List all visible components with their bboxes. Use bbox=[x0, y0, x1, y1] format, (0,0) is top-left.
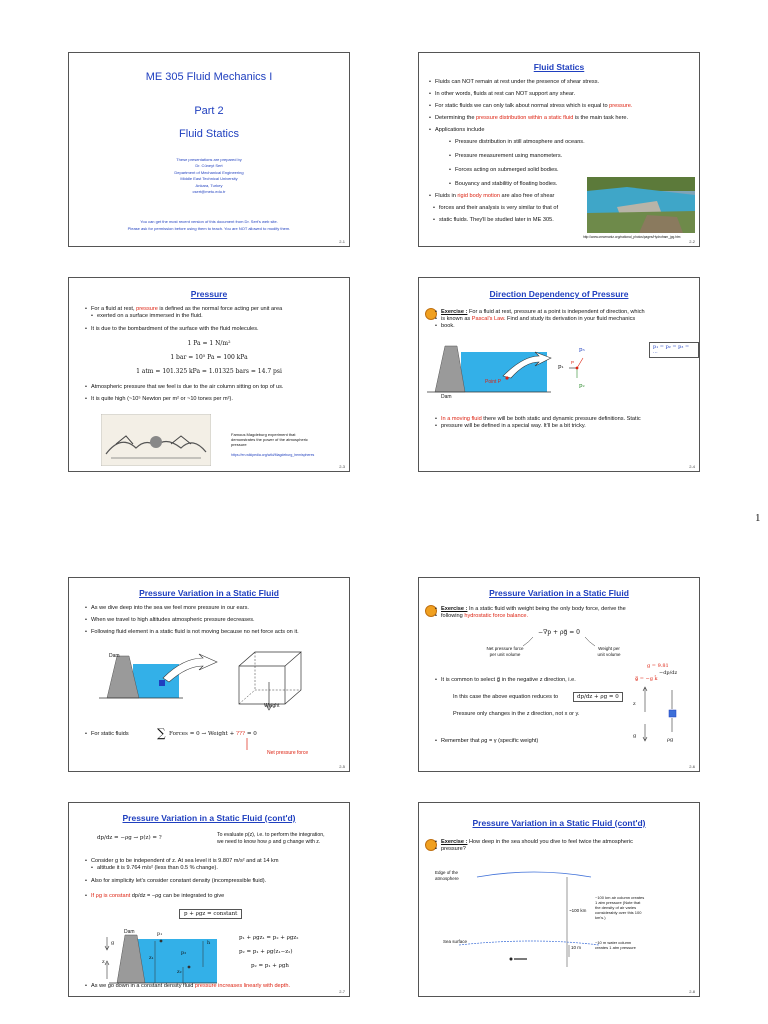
text-line: • exerted on a surface immersed in the fluid. bbox=[97, 313, 203, 320]
atmosphere-column-diagram bbox=[459, 863, 609, 983]
exercise-label: Exercise : bbox=[441, 839, 468, 845]
text: In a static fluid with weight being the only body force, derive the bbox=[467, 606, 626, 612]
slide-number: 2-4 bbox=[689, 464, 695, 469]
p-label: P bbox=[571, 360, 575, 365]
exercise-label: Exercise : bbox=[441, 309, 468, 315]
slide-number: 2-5 bbox=[339, 764, 345, 769]
highlight: rigid body motion bbox=[457, 193, 500, 199]
slide-number: 2-8 bbox=[689, 989, 695, 994]
net-force-label bbox=[475, 646, 535, 657]
integration-note bbox=[217, 832, 325, 846]
dam-pressure-diagram bbox=[427, 338, 617, 408]
bullet bbox=[435, 115, 628, 122]
text: following bbox=[441, 613, 465, 619]
credit-line: Dr. Cüneyt Sert bbox=[195, 163, 223, 169]
note-line: 1 atm pressure (Note that bbox=[595, 900, 641, 905]
part-title: Part 2 bbox=[194, 105, 224, 117]
highlight: In a moving fluid bbox=[441, 416, 482, 422]
slide-hydrostatic-balance bbox=[418, 577, 700, 772]
slide-title-text: Pressure bbox=[190, 289, 228, 299]
weight-label: Weight bbox=[264, 703, 280, 709]
z2-label: z₂ bbox=[177, 969, 182, 975]
water-column-note bbox=[595, 940, 669, 950]
text: is defined as the normal force acting per unit area bbox=[157, 306, 283, 312]
slide-title-text: Pressure Variation in a Static Fluid bbox=[489, 588, 629, 598]
bullet: • Fluids can NOT remain at rest under the presence of shear stress. bbox=[435, 79, 599, 86]
text: Determining the bbox=[435, 115, 477, 121]
highlight: If ρg is constant bbox=[91, 893, 131, 899]
p2-label: p₂ bbox=[181, 950, 187, 956]
exercise-text bbox=[441, 606, 626, 613]
exercise-text bbox=[441, 839, 633, 846]
sub-bullet: • Pressure distribution in still atmosphere and oceans. bbox=[455, 139, 585, 146]
equation: 1 bar = 10⁵ Pa = 100 kPa bbox=[170, 354, 248, 361]
bullet bbox=[91, 306, 282, 313]
exercise-text bbox=[441, 309, 645, 316]
bullet: • As we dive deep into the sea we feel more pressure in our ears. bbox=[91, 605, 249, 612]
text-line: Pressure only changes in the z direction, not x or y. bbox=[453, 711, 580, 717]
bullet: • Also for simplicity let's consider constant density (incompressible fluid). bbox=[91, 878, 266, 885]
note-line: You can get the most recent version of this document from Dr. Sert's web site. bbox=[140, 219, 278, 224]
equation: p₂ = p₁ + ρg(z₁−z₂) bbox=[239, 949, 293, 955]
bullet: • It is due to the bombardment of the surface with the fluid molecules. bbox=[91, 326, 259, 333]
slide-title-text: Pressure Variation in a Static Fluid (cont'd) bbox=[122, 813, 296, 823]
sum-symbol: ∑ bbox=[157, 726, 166, 740]
text: = 0 bbox=[245, 731, 257, 737]
text-line: • pressure will be defined in a special way. It'll be a bit tricky. bbox=[441, 423, 586, 430]
text: Fluids in bbox=[435, 193, 458, 199]
text-line: To evaluate p(z), i.e. to perform the integration, bbox=[217, 832, 325, 838]
air-column-note bbox=[595, 895, 669, 920]
atmosphere-edge-label bbox=[435, 870, 459, 881]
depth-label: 10 m bbox=[571, 945, 582, 950]
slide-dive-depth bbox=[418, 802, 700, 997]
p1-label: p₁ bbox=[558, 364, 564, 370]
text-line: • book. bbox=[441, 323, 455, 330]
z-axis-label: z bbox=[633, 701, 636, 707]
label-line: atmosphere bbox=[435, 875, 459, 881]
sea-surface-label: Sea surface bbox=[443, 939, 468, 944]
sub-bullet: • Bouyancy and stabilitiy of floating bodies. bbox=[455, 181, 557, 188]
course-title: ME 305 Fluid Mechanics I bbox=[145, 71, 273, 83]
pascal-equation-box: p₁ = p₂ = p₃ = ··· bbox=[649, 342, 699, 358]
figure-caption: Famous Magdeburg experiment that demonstrates the power of the atmospheric pressure bbox=[231, 432, 308, 447]
hydrostatic-equation: −∇p + ρg⃗ = 0 bbox=[538, 629, 580, 636]
credit-line: csert@metu.edu.tr bbox=[192, 189, 226, 195]
dam-label: Dam bbox=[441, 394, 452, 400]
highlight: pressure increases linearly with depth. bbox=[194, 983, 290, 989]
slide-title-text: Direction Dependency of Pressure bbox=[489, 289, 629, 299]
text: Forces = 0 → Weight + bbox=[169, 731, 237, 737]
highlight: hydrostatic force balance. bbox=[464, 613, 529, 619]
dam-photo bbox=[587, 177, 695, 233]
slide-number: 2-6 bbox=[689, 764, 695, 769]
slide-number: 2-1 bbox=[339, 239, 345, 244]
equation: p₂ = p₁ + ρgh bbox=[251, 963, 289, 969]
credit-line: These presentations are prepared by bbox=[176, 157, 242, 162]
bullet bbox=[91, 893, 224, 900]
slide-number: 2-2 bbox=[689, 239, 695, 244]
bullet: • For static fluids bbox=[91, 731, 129, 738]
net-pressure-label: Net pressure force bbox=[267, 750, 309, 756]
sub-bullet: • Forces acting on submerged solid bodies. bbox=[455, 167, 559, 174]
wiki-link[interactable]: https://en.wikipedia.org/wiki/Magdeburg_hemispheres bbox=[231, 453, 315, 457]
text: . Find and study its derivation in your fluid mechanics bbox=[503, 316, 636, 322]
label-line: Edge of the bbox=[435, 870, 459, 875]
note-line: the density of air varies bbox=[595, 905, 637, 910]
slide-title-text: Pressure Variation in a Static Fluid (cont'd) bbox=[472, 818, 646, 828]
slide-title bbox=[68, 52, 350, 247]
photo-credit: http://www.crewmarkz.org/national_photos/pages/Hydrofram_jpg.htm bbox=[583, 235, 681, 239]
weight-label bbox=[589, 646, 629, 657]
text: For a fluid at rest, bbox=[91, 306, 137, 312]
highlight: pressure. bbox=[609, 103, 633, 109]
exercise-label: Exercise : bbox=[441, 606, 468, 612]
bullet bbox=[435, 103, 632, 110]
dam-label: Dam bbox=[124, 929, 135, 935]
unknown-arrow bbox=[237, 738, 257, 752]
slide-integration bbox=[68, 802, 350, 997]
text-line bbox=[441, 613, 528, 620]
text-line: • altitude it is 9.764 m/s² (less than 0.5 % change). bbox=[97, 865, 218, 872]
text: For a fluid at rest, pressure at a point is independent of direction, which bbox=[467, 309, 645, 315]
bullet bbox=[91, 983, 290, 990]
text-line: • pressure? bbox=[441, 846, 466, 853]
text-line: • static fluids. They'll be studied later in ME 305. bbox=[439, 217, 554, 224]
rho-g-label: ρg bbox=[667, 737, 674, 743]
bullet: • In other words, fluids at rest can NOT support any shear. bbox=[435, 91, 575, 98]
label-line: Weight per bbox=[598, 646, 620, 651]
p2-label: p₂ bbox=[579, 383, 585, 389]
text-line: we need to know how ρ and g change with z. bbox=[217, 839, 321, 845]
bullet: • Following fluid element in a static fluid is not moving because no net force acts on it. bbox=[91, 629, 299, 636]
g-axis-label: g bbox=[633, 733, 637, 739]
topic-title: Fluid Statics bbox=[179, 128, 239, 140]
slide-fluid-statics bbox=[418, 52, 700, 247]
text: As we go down in a constant density fluid bbox=[91, 983, 195, 989]
integration-question: dp/dz = −ρg → p(z) = ? bbox=[97, 835, 162, 841]
text: there will be both static and dynamic pressure definitions. Static bbox=[481, 416, 641, 422]
bullet: • Consider g to be independent of z. At sea level it is 9.807 m/s² and at 14 km bbox=[91, 858, 279, 865]
text-line: • forces and their analysis is very similar to that of bbox=[439, 205, 558, 212]
highlight: pressure distribution within a static fluid bbox=[476, 115, 574, 121]
text: is the main task here. bbox=[573, 115, 629, 121]
equation: 1 Pa = 1 N/m² bbox=[187, 340, 231, 347]
slide-number: 2-7 bbox=[339, 989, 345, 994]
point-label: Point P bbox=[485, 379, 502, 385]
bullet: • When we travel to high altitudes atmospheric pressure decreases. bbox=[91, 617, 255, 624]
equation: 1 atm = 101.325 kPa = 1.01325 bars = 14.7 psi bbox=[136, 368, 282, 375]
dam-label: Dam bbox=[109, 653, 120, 659]
label-line: Net pressure force bbox=[486, 646, 524, 651]
credit-line: Ankara, Turkey bbox=[195, 182, 223, 188]
km-label: ~100 km bbox=[569, 908, 587, 913]
equation: p₁ + ρgz₁ = p₂ + ρgz₂ bbox=[239, 935, 299, 941]
bullet: • It is quite high (~10⁵ Newton per m² or ~10 tones per m²). bbox=[91, 396, 233, 403]
text: How deep in the sea should you dive to feel twice the atmospheric bbox=[467, 839, 633, 845]
bullet bbox=[435, 193, 554, 200]
g-label: g bbox=[111, 940, 115, 946]
note-line: ~10 m water column bbox=[595, 940, 632, 945]
h-label: h bbox=[207, 940, 211, 946]
bullet: • Applications include bbox=[435, 127, 484, 134]
bullet: • Remember that ρg = γ (specific weight) bbox=[441, 738, 538, 745]
reduced-equation-box: dp/dz + ρg = 0 bbox=[573, 692, 623, 702]
text-line bbox=[441, 316, 635, 323]
slide-title-text: Pressure Variation in a Static Fluid bbox=[139, 588, 279, 598]
note-line: ~100 km air column creates bbox=[595, 895, 645, 900]
highlight: pressure bbox=[136, 306, 158, 312]
dpdz-label: −dp/dz bbox=[659, 670, 678, 676]
credits bbox=[69, 157, 349, 195]
label-line: per unit volume bbox=[489, 651, 521, 657]
text: are also free of shear bbox=[500, 193, 555, 199]
g-value: g = 9.81 bbox=[647, 663, 669, 669]
bullet: • Atmospheric pressure that we feel is due to the air column sitting on top of us. bbox=[91, 384, 283, 391]
force-balance bbox=[169, 731, 257, 737]
credit-line: Department of Mechanical Engineering bbox=[174, 169, 244, 175]
page-number: 1 bbox=[755, 512, 761, 524]
result-box: p + ρgz = constant bbox=[179, 909, 242, 919]
label-line: unit volume bbox=[597, 651, 621, 657]
slide-number: 2-3 bbox=[339, 464, 345, 469]
text-line: In this case the above equation reduces to bbox=[453, 694, 559, 700]
unknown-term: ??? bbox=[236, 731, 246, 737]
p3-label: p₃ bbox=[579, 347, 585, 353]
z-label: z bbox=[102, 959, 105, 965]
text: is known as bbox=[441, 316, 472, 322]
slide-pressure-variation bbox=[68, 577, 350, 772]
element-forces-diagram bbox=[639, 682, 689, 744]
sub-bullet: • Pressure measurement using manometers. bbox=[455, 153, 562, 160]
highlight: Pascal's Law bbox=[471, 316, 504, 322]
slide-title-text: Fluid Statics bbox=[533, 62, 585, 72]
g-vector: g⃗ = −g k̂ bbox=[635, 676, 658, 682]
p1-label: p₁ bbox=[157, 931, 163, 937]
bullet bbox=[441, 416, 641, 423]
note-line: considerably over this 100 bbox=[595, 910, 642, 915]
slide-direction-dependency bbox=[418, 277, 700, 472]
bullet: • It is common to select g⃗ in the negative z direction, i.e. bbox=[441, 677, 576, 684]
note-line: Please ask for permission before using them to teach. You are NOT allowed to modify them. bbox=[127, 226, 291, 231]
text: dp/dz = −ρg can be integrated to give bbox=[130, 893, 225, 899]
note-line: km's.) bbox=[595, 915, 606, 920]
magdeburg-engraving bbox=[101, 414, 211, 466]
text: For static fluids we can only talk about normal stress which is equal to bbox=[435, 103, 610, 109]
note-line: creates 1 atm pressure bbox=[595, 945, 636, 950]
z1-label: z₁ bbox=[149, 955, 154, 961]
credit-line: Middle East Technical University bbox=[180, 176, 238, 182]
slide-pressure bbox=[68, 277, 350, 472]
